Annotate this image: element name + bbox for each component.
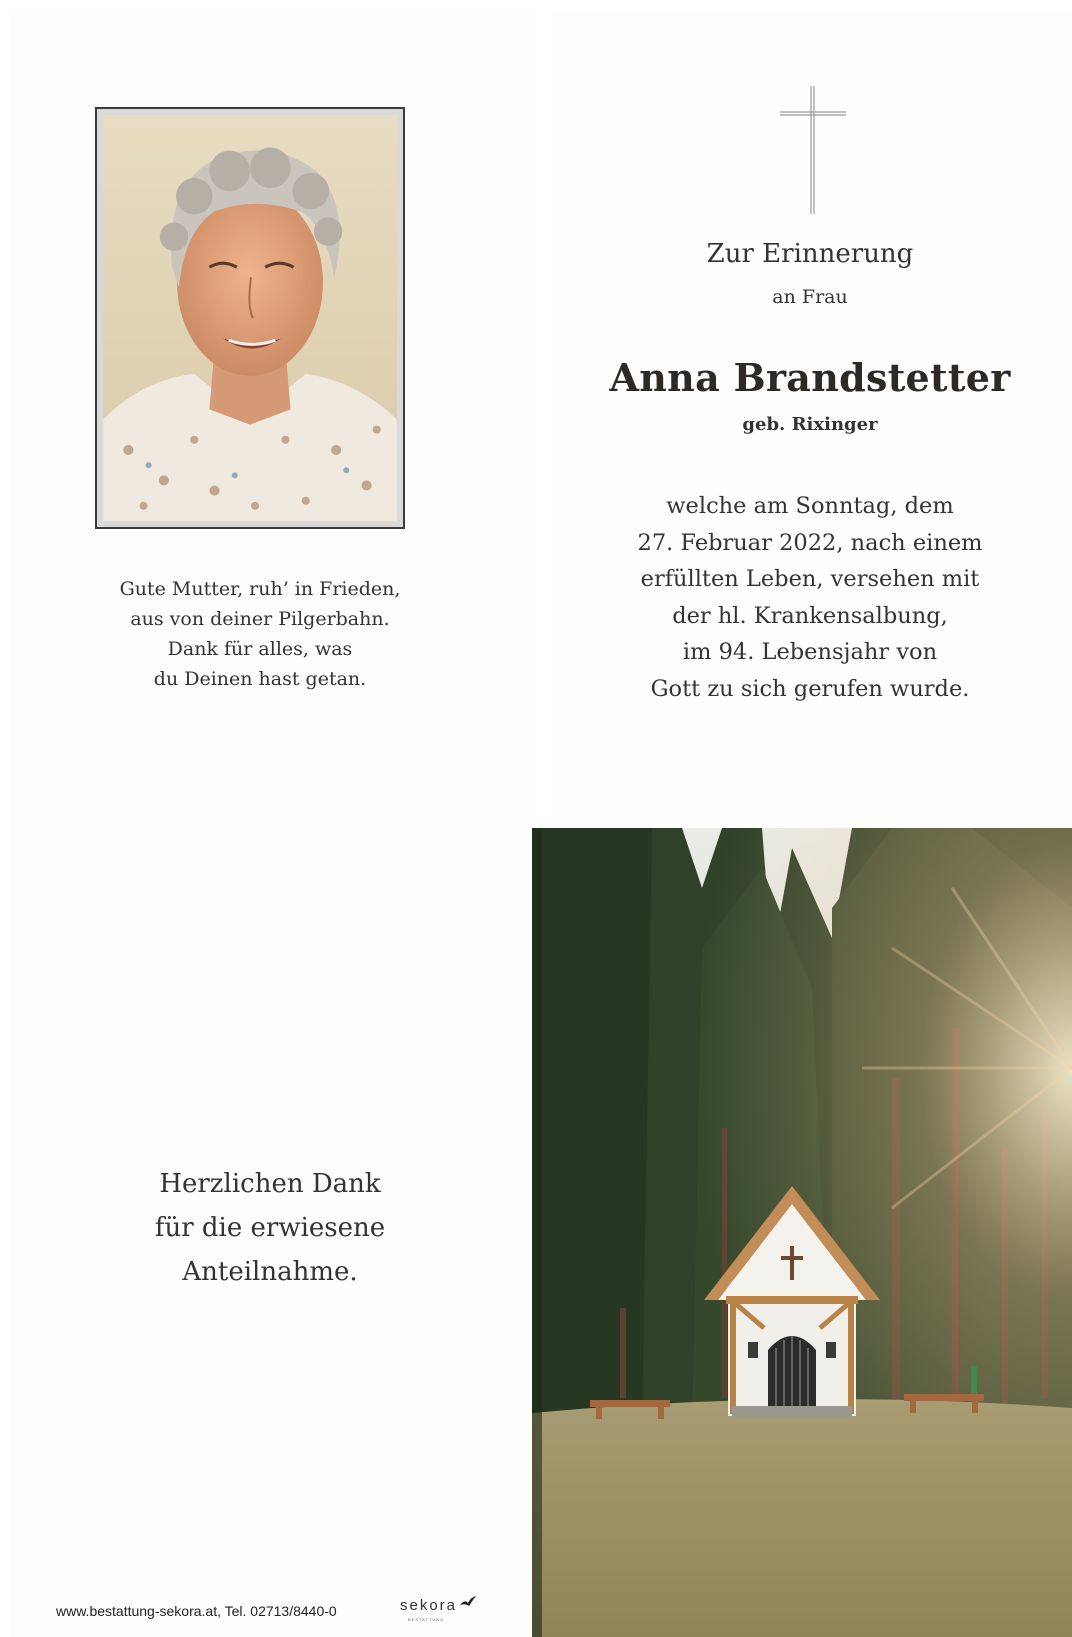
company-logo-subtext: BESTATTUNG bbox=[408, 1617, 445, 1622]
memorial-line: der hl. Krankensalbung, bbox=[672, 602, 948, 629]
memorial-line: Gott zu sich gerufen wurde. bbox=[650, 675, 970, 702]
memorial-line: im 94. Lebensjahr von bbox=[682, 639, 938, 665]
cross-icon bbox=[778, 84, 848, 216]
maiden-name: geb. Rixinger bbox=[742, 414, 878, 435]
thanks-line: Herzlichen Dank bbox=[159, 1169, 381, 1199]
chapel-in-forest-icon bbox=[532, 828, 1072, 1637]
verse-line: du Deinen hast getan. bbox=[153, 668, 367, 690]
thanks-line: Anteilnahme. bbox=[182, 1257, 358, 1287]
verse-text bbox=[60, 574, 460, 694]
portrait-photo-icon bbox=[103, 115, 397, 521]
memorial-line: 27. Februar 2022, nach einem bbox=[637, 529, 983, 556]
verse-line: Gute Mutter, ruh’ in Frieden, bbox=[119, 578, 401, 600]
memorial-line: erfüllten Leben, versehen mit bbox=[640, 566, 980, 592]
deceased-name: Anna Brandstetter bbox=[609, 355, 1011, 400]
portrait-frame bbox=[95, 107, 405, 529]
bird-icon bbox=[459, 1595, 477, 1609]
heading-title: Zur Erinnerung bbox=[706, 239, 914, 269]
memorial-line: welche am Sonntag, dem bbox=[666, 493, 954, 519]
thanks-line: für die erwiesene bbox=[154, 1213, 386, 1243]
company-logo: sekora bbox=[400, 1597, 458, 1614]
verse-line: aus von deiner Pilgerbahn. bbox=[130, 608, 390, 630]
verse-line: Dank für alles, was bbox=[167, 638, 353, 660]
chapel-photo bbox=[532, 828, 1072, 1637]
thanks-text bbox=[70, 1162, 470, 1294]
footer-contact: www.bestattung-sekora.at, Tel. 02713/8440-0 bbox=[56, 1603, 337, 1619]
memorial-text bbox=[548, 488, 1072, 707]
heading-subtitle: an Frau bbox=[772, 286, 848, 308]
front-panel bbox=[548, 10, 1072, 828]
